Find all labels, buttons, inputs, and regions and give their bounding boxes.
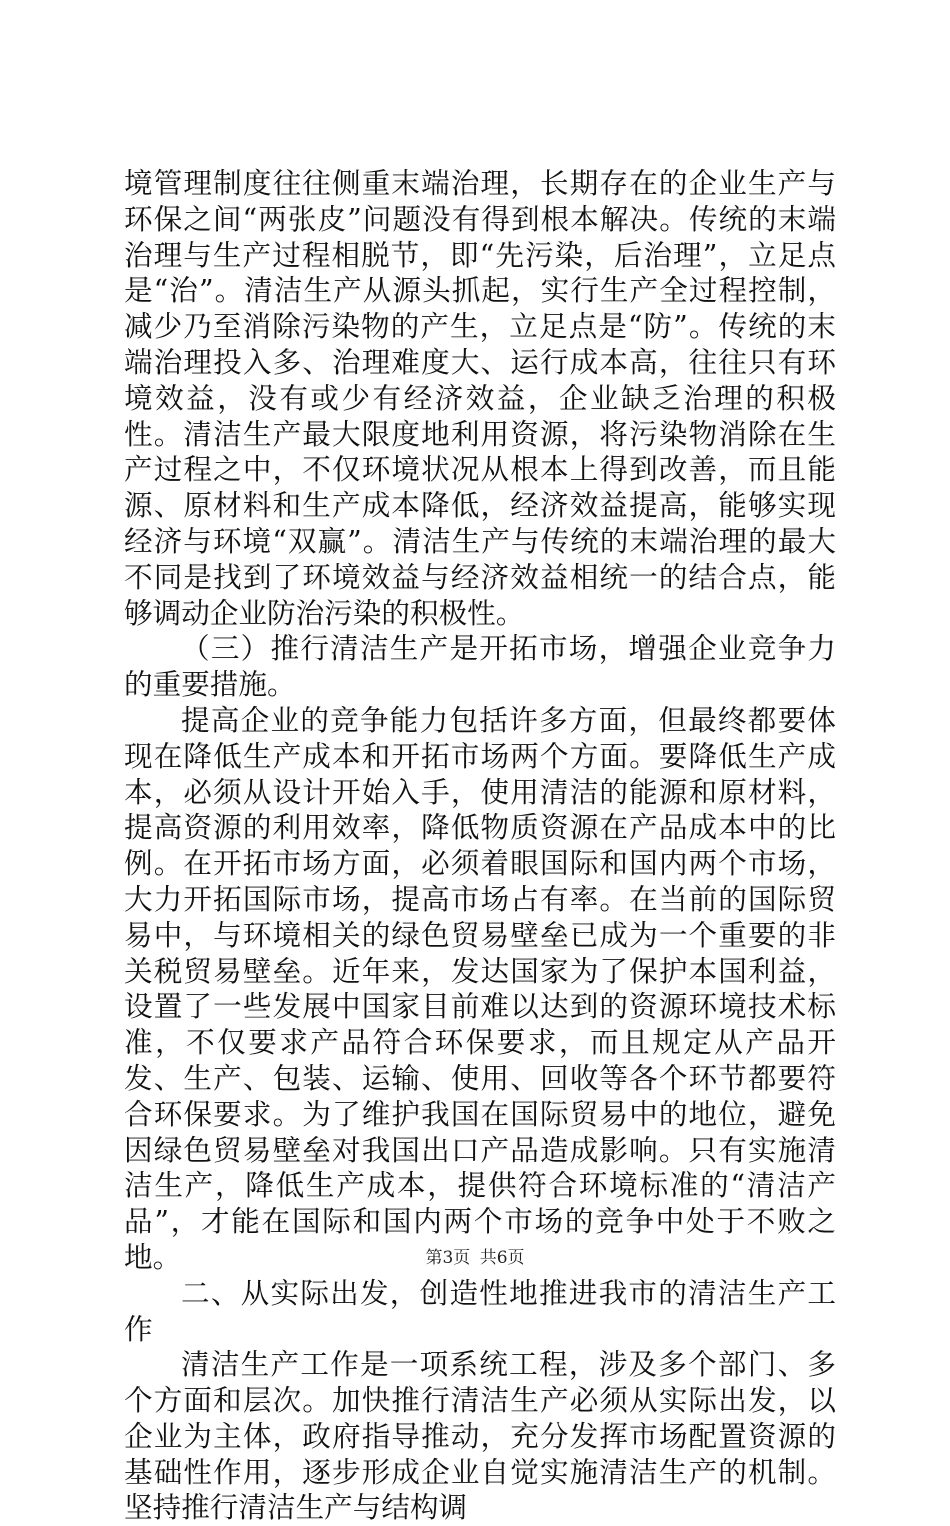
paragraph-heading-three: （三）推行清洁生产是开拓市场，增强企业竞争力的重要措施。: [124, 631, 836, 702]
page-footer: [0, 1243, 950, 1268]
page-total: 共6页: [479, 1248, 525, 1268]
page-number: 第3页: [425, 1248, 471, 1268]
document-body: [124, 166, 836, 1526]
paragraph-system-engineering: 清洁生产工作是一项系统工程，涉及多个部门、多个方面和层次。加快推行清洁生产必须从实际出发，以企业为主体，政府指导推动，充分发挥市场配置资源的基础性作用，逐步形成企业自觉实施清洁生产的机制。坚持推行清洁生产与结构调: [124, 1347, 836, 1525]
paragraph-competitiveness: 提高企业的竞争能力包括许多方面，但最终都要体现在降低生产成本和开拓市场两个方面。要降低生产成本，必须从设计开始入手，使用清洁的能源和原材料，提高资源的利用效率，降低物质资源在产品成本中的比例。在开拓市场方面，必须着眼国际和国内两个市场，大力开拓国际市场，提高市场占有率。在当前的国际贸易中，与环境相关的绿色贸易壁垒已成为一个重要的非关税贸易壁垒。近年来，发达国家为了保护本国利益，设置了一些发展中国家目前难以达到的资源环境技术标准，不仅要求产品符合环保要求，而且规定从产品开发、生产、包装、运输、使用、回收等各个环节都要符合环保要求。为了维护我国在国际贸易中的地位，避免因绿色贸易壁垒对我国出口产品造成影响。只有实施清洁生产，降低生产成本，提供符合环境标准的“清洁产品”，才能在国际和国内两个市场的竞争中处于不败之地。: [124, 702, 836, 1274]
section-heading-two: 二、从实际出发，创造性地推进我市的清洁生产工作: [124, 1275, 836, 1346]
paragraph-continuation: 境管理制度往往侧重末端治理，长期存在的企业生产与环保之间“两张皮”问题没有得到根本解决。传统的末端治理与生产过程相脱节，即“先污染，后治理”，立足点是“治”。清洁生产从源头抓起，实行生产全过程控制，减少乃至消除污染物的产生，立足点是“防”。传统的末端治理投入多、治理难度大、运行成本高，往往只有环境效益，没有或少有经济效益，企业缺乏治理的积极性。清洁生产最大限度地利用资源，将污染物消除在生产过程之中，不仅环境状况从根本上得到改善，而且能源、原材料和生产成本降低，经济效益提高，能够实现经济与环境“双赢”。清洁生产与传统的末端治理的最大不同是找到了环境效益与经济效益相统一的结合点，能够调动企业防治污染的积极性。: [124, 166, 836, 630]
